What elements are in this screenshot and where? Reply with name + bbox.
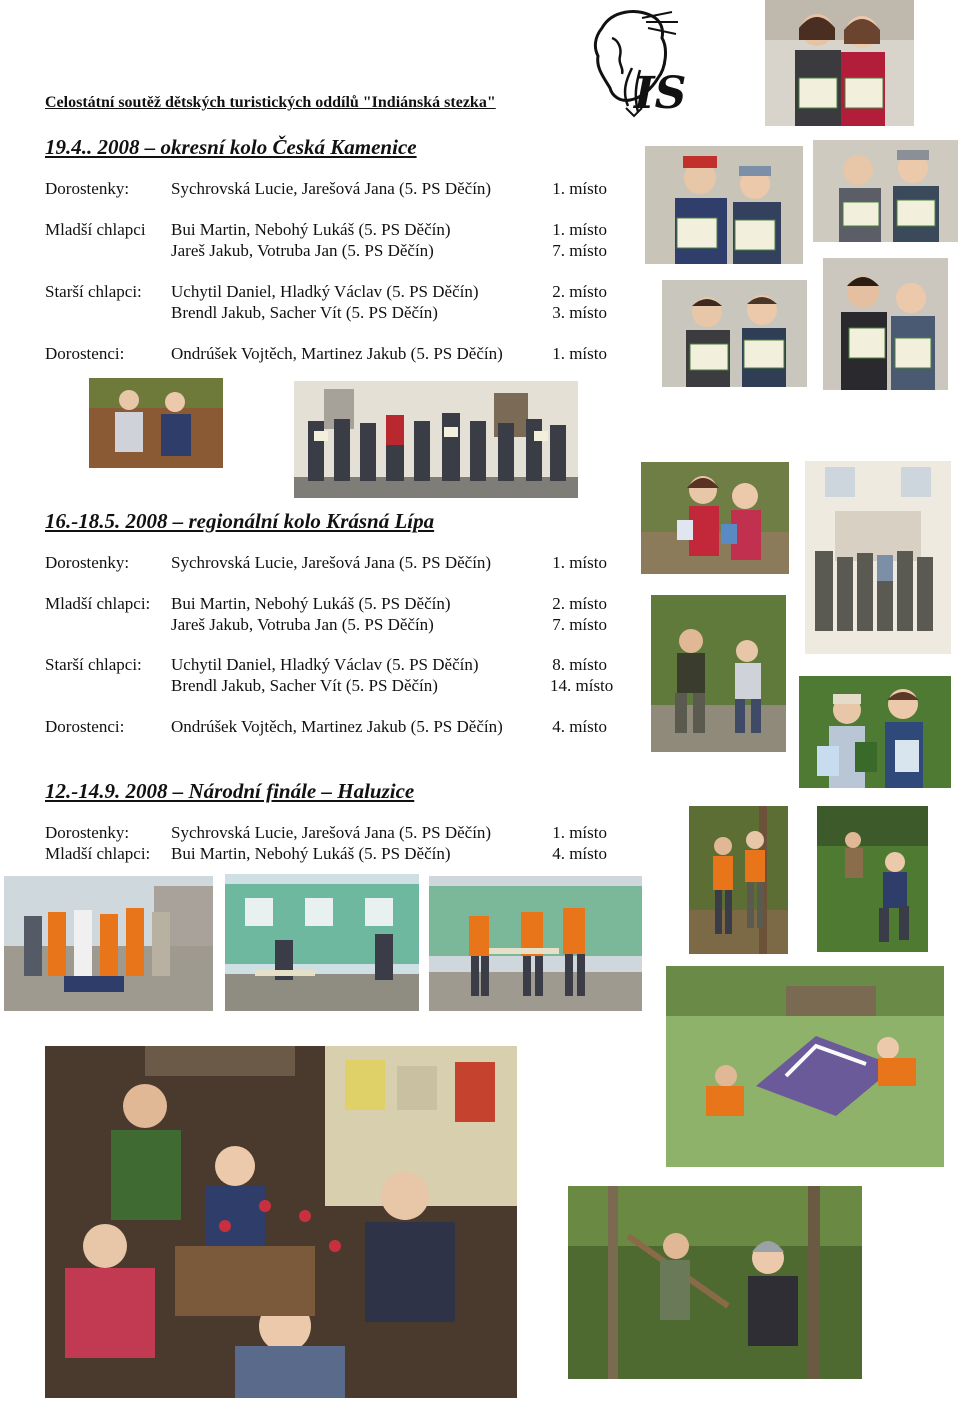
team-names: Uchytil Daniel, Hladký Václav (5. PS Děčín) [171,282,479,301]
category-label: Mladší chlapci: [45,594,151,613]
category-label: Dorostenky: [45,179,130,198]
photo-toast-group [45,1046,517,1398]
place-result: 1. místo [552,179,607,198]
photo-group-building [294,381,578,498]
team-names: Sychrovská Lucie, Jarešová Jana (5. PS Děčín) [171,823,492,842]
photo-running-race [651,595,786,752]
section-heading-regionalni: 16.-18.5. 2008 – regionální kolo Krásná Lípa [45,509,435,533]
photo-stick-throw [568,1186,862,1379]
photo-boys-forest [89,378,223,468]
photo-boys-diplomas-1 [645,146,803,264]
photo-running-boys [817,806,928,952]
place-result: 2. místo [552,282,607,301]
team-names: Ondrúšek Vojtěch, Martinez Jakub (5. PS Děčín) [171,344,503,363]
category-label: Mladší chlapci: [45,844,151,863]
place-result: 4. místo [552,844,607,863]
place-result: 8. místo [552,655,607,674]
photo-group-relay [429,876,642,1011]
photo-boys-diplomas-3 [662,280,807,387]
team-names: Ondrúšek Vojtěch, Martinez Jakub (5. PS Děčín) [171,717,503,736]
team-names: Bui Martin, Nebohý Lukáš (5. PS Děčín) [171,220,451,239]
photo-girls-diplomas [765,0,914,126]
place-result: 2. místo [552,594,607,613]
category-label: Dorostenky: [45,553,130,572]
category-label: Starší chlapci: [45,655,142,674]
team-names: Uchytil Daniel, Hladký Václav (5. PS Děčín) [171,655,479,674]
place-result: 3. místo [552,303,607,322]
photo-group-indoor [805,461,951,654]
logo-text: IS [634,68,687,119]
category-label: Starší chlapci: [45,282,142,301]
photo-group-station [4,876,213,1011]
photo-group-cafe [225,874,419,1011]
place-result: 1. místo [552,553,607,572]
indian-stezka-logo [582,8,692,120]
team-names: Bui Martin, Nebohý Lukáš (5. PS Děčín) [171,844,451,863]
category-label: Dorostenci: [45,717,125,736]
photo-orange-forest [689,806,788,954]
team-names: Brendl Jakub, Sacher Vít (5. PS Děčín) [171,303,438,322]
section-heading-finale: 12.-14.9. 2008 – Národní finále – Haluzice [45,779,415,803]
category-label: Dorostenci: [45,344,125,363]
photo-tent-pitching [666,966,944,1167]
category-label: Dorostenky: [45,823,130,842]
team-names: Jareš Jakub, Votruba Jan (5. PS Děčín) [171,615,434,634]
page-title: Celostátní soutěž dětských turistických oddílů "Indiánská stezka" [45,94,496,111]
place-result: 1. místo [552,220,607,239]
photo-boys-diplomas-4 [823,258,948,390]
category-label: Mladší chlapci [45,220,146,239]
place-result: 7. místo [552,241,607,260]
team-names: Jareš Jakub, Votruba Jan (5. PS Děčín) [171,241,434,260]
place-result: 4. místo [552,717,607,736]
photo-boys-diplomas-2 [813,140,958,242]
photo-boys-books [799,676,951,788]
team-names: Sychrovská Lucie, Jarešová Jana (5. PS Děčín) [171,179,492,198]
place-result: 1. místo [552,344,607,363]
place-result: 1. místo [552,823,607,842]
team-names: Brendl Jakub, Sacher Vít (5. PS Děčín) [171,676,438,695]
place-result: 7. místo [552,615,607,634]
section-heading-okresni: 19.4.. 2008 – okresní kolo Česká Kamenice [45,135,417,159]
team-names: Bui Martin, Nebohý Lukáš (5. PS Děčín) [171,594,451,613]
team-names: Sychrovská Lucie, Jarešová Jana (5. PS Děčín) [171,553,492,572]
photo-girls-books [641,462,789,574]
place-result: 14. místo [550,676,614,695]
